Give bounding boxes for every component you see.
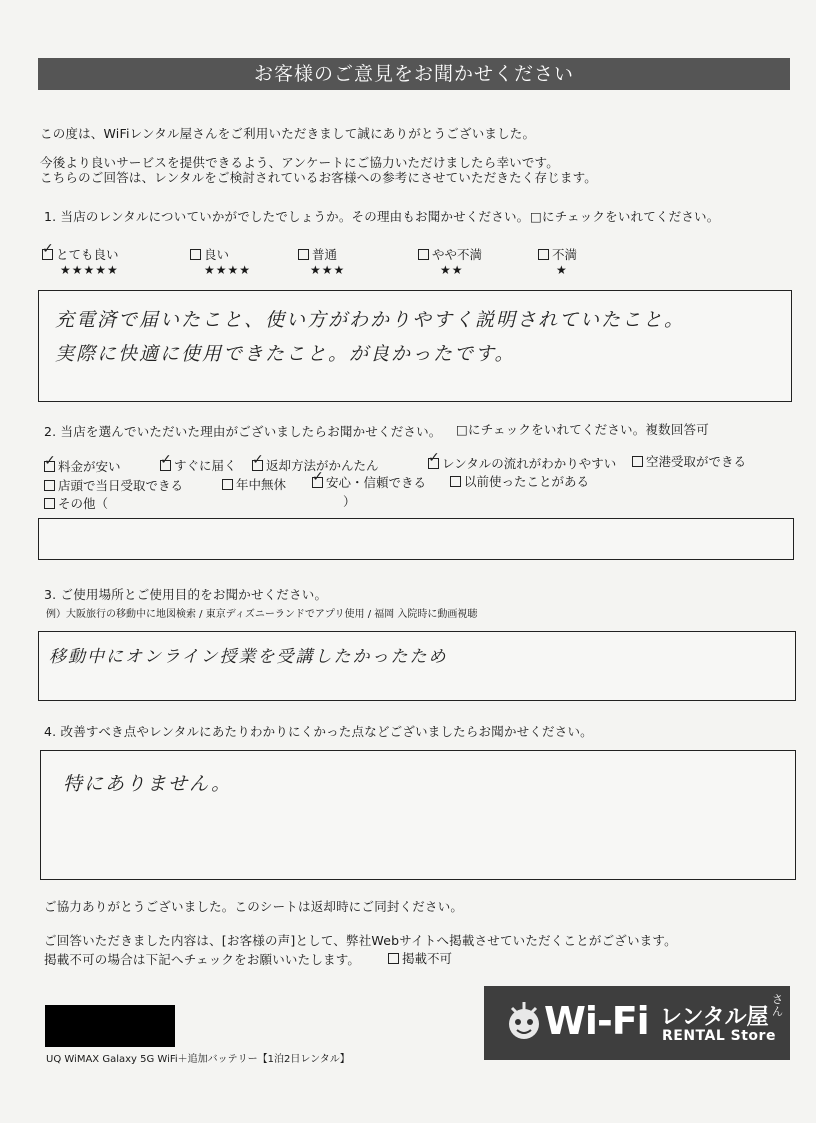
q2-option-store-pickup[interactable]: 店頭で当日受取できる — [44, 476, 183, 494]
checkbox-icon — [450, 476, 461, 487]
q2-option-easy-return[interactable]: ✓ 返却方法がかんたん — [252, 456, 379, 474]
footer-publish-notice: ご回答いただきました内容は、[お客様の声]として、弊社Webサイトへ掲載させていただくことがございます。 — [44, 933, 677, 948]
q1-answer-box[interactable] — [38, 290, 792, 402]
q1-stars-5: ★★★★★ — [60, 263, 119, 277]
redacted-block — [45, 1005, 175, 1047]
intro-purpose: こちらのご回答は、レンタルをご検討されているお客様への参考にさせていただきたく存じます。 — [40, 170, 597, 185]
q1-answer-line1: 充電済で届いたこと、使い方がわかりやすく説明されていたこと。 — [55, 309, 686, 331]
q1-option-dissatisfied[interactable]: 不満 — [538, 245, 577, 263]
q1-option-very-good[interactable]: ✓とても良い — [42, 245, 119, 263]
q2-option-airport-pickup[interactable]: 空港受取ができる — [632, 452, 746, 470]
q1-answer-line2: 実際に快適に使用できたこと。が良かったです。 — [55, 343, 516, 365]
footer-thanks: ご協力ありがとうございました。このシートは返却時にご同封ください。 — [44, 899, 464, 914]
q3-question: 3. ご使用場所とご使用目的をお聞かせください。 — [44, 587, 328, 602]
logo-san-text: さん — [772, 993, 783, 1018]
checkbox-icon — [44, 498, 55, 509]
checkbox-icon — [538, 249, 549, 260]
q4-question: 4. 改善すべき点やレンタルにあたりわかりにくかった点などございましたらお聞かせください。 — [44, 724, 593, 739]
q2-option-cheap[interactable]: ✓料金が安い — [44, 457, 121, 475]
q3-answer: 移動中にオンライン授業を受講したかったため — [49, 647, 448, 667]
q2-instruction: □にチェックをいれてください。複数回答可 — [456, 422, 709, 437]
checkbox-icon — [418, 249, 429, 260]
q2-option-trustworthy[interactable]: ✓ 安心・信頼できる — [312, 473, 426, 491]
checkbox-checked-icon — [252, 460, 263, 471]
q3-answer-box[interactable] — [38, 631, 796, 701]
checkbox-icon — [44, 480, 55, 491]
q4-answer-box[interactable] — [40, 750, 796, 880]
checkbox-checked-icon — [312, 477, 323, 488]
q1-option-somewhat-dissatisfied[interactable]: やや不満 — [418, 245, 482, 263]
checkbox-icon — [222, 479, 233, 490]
mascot-icon — [504, 1000, 544, 1046]
q2-other-box[interactable] — [38, 518, 794, 560]
checkbox-checked-icon — [160, 460, 171, 471]
q2-other-close: ） — [343, 494, 356, 509]
q2-question: 2. 当店を選んでいただいた理由がございましたらお聞かせください。 — [44, 424, 442, 439]
logo-en-text: RENTAL Store — [662, 1028, 776, 1044]
brand-logo — [484, 986, 790, 1060]
checkbox-icon — [632, 456, 643, 467]
intro-request: 今後より良いサービスを提供できるよう、アンケートにご協力いただけましたら幸いです。 — [40, 155, 559, 170]
q1-instruction: □にチェックをいれてください。 — [530, 209, 720, 224]
q1-stars-1: ★ — [556, 263, 568, 277]
q1-stars-4: ★★★★ — [204, 263, 252, 277]
intro-thanks: この度は、WiFiレンタル屋さんをご利用いただきまして誠にありがとうございました。 — [40, 126, 536, 141]
logo-jp-text: レンタル屋 — [660, 1005, 769, 1030]
q1-option-average[interactable]: 普通 — [298, 245, 337, 263]
q2-option-used-before[interactable]: 以前使ったことがある — [450, 472, 589, 490]
checkbox-icon — [388, 953, 399, 964]
checkbox-checked-icon — [428, 458, 439, 469]
q1-stars-2: ★★ — [440, 263, 464, 277]
q1-question: 1. 当店のレンタルについていかがでしたでしょうか。その理由もお聞かせください。 — [44, 209, 530, 224]
logo-wifi-text: Wi-Fi — [544, 999, 649, 1043]
q4-answer: 特にありません。 — [63, 773, 233, 795]
q1-option-good[interactable]: 良い — [190, 245, 229, 263]
checkbox-icon — [190, 249, 201, 260]
q2-option-other[interactable]: その他（ — [44, 494, 108, 512]
checkbox-icon — [298, 249, 309, 260]
checkbox-checked-icon — [42, 249, 53, 260]
footer-publish-optout: 掲載不可の場合は下記へチェックをお願いいたします。 — [44, 952, 361, 967]
no-publish-checkbox[interactable]: 掲載不可 — [388, 949, 452, 967]
q1-stars-3: ★★★ — [310, 263, 346, 277]
page-title: お客様のご意見をお聞かせください — [38, 58, 790, 90]
q2-option-open-all-year[interactable]: 年中無休 — [222, 475, 286, 493]
checkbox-checked-icon — [44, 461, 55, 472]
q2-option-clear-process[interactable]: ✓ レンタルの流れがわかりやすい — [428, 454, 616, 472]
product-name: UQ WiMAX Galaxy 5G WiFi＋追加バッテリー【1泊2日レンタル】 — [46, 1054, 350, 1065]
q2-option-fast-delivery[interactable]: ✓ すぐに届く — [160, 456, 237, 474]
q3-example: 例）大阪旅行の移動中に地図検索 / 東京ディズニーランドでアプリ使用 / 福岡 入院時に動画視聴 — [46, 609, 478, 620]
